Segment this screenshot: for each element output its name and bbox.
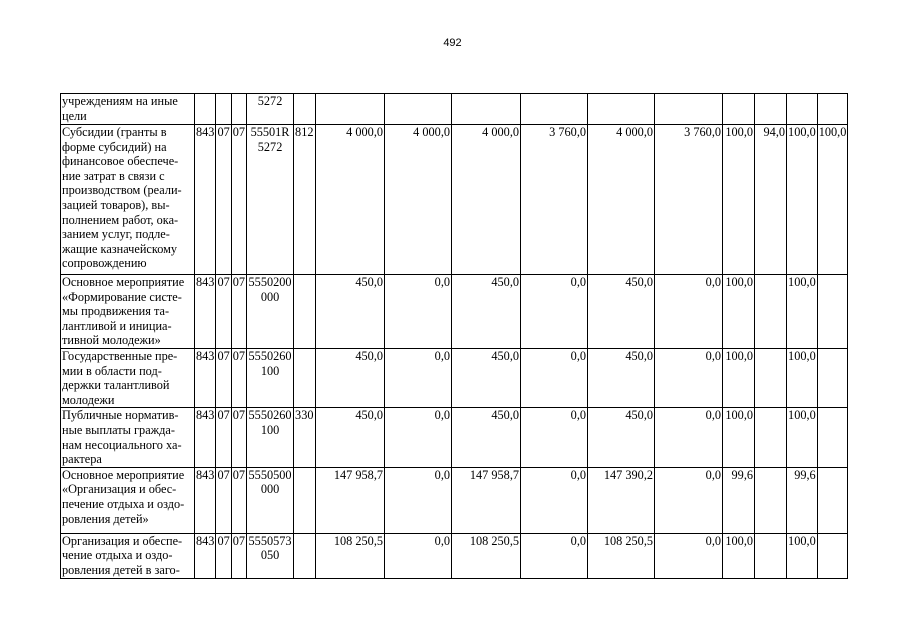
row-name-cell: учреждениям на иные цели <box>61 94 195 125</box>
executed-federal-cell: 0,0 <box>655 275 723 349</box>
adm-code-cell: 843 <box>195 533 216 578</box>
percent-refined-total-cell: 100,0 <box>787 125 818 275</box>
adm-code-cell: 843 <box>195 125 216 275</box>
executed-total-cell: 4 000,0 <box>588 125 655 275</box>
percent-refined-total-cell: 99,6 <box>787 467 818 533</box>
table-row <box>61 533 848 578</box>
row-name-cell: Публичные норматив- ные выплаты гражда- нам несоциального ха- рактера <box>61 408 195 467</box>
percent-refined-federal-cell <box>817 348 848 407</box>
executed-total-cell: 450,0 <box>588 275 655 349</box>
percent-federal-cell <box>755 408 787 467</box>
refined-total-cell: 4 000,0 <box>452 125 521 275</box>
refined-total-cell: 108 250,5 <box>452 533 521 578</box>
approved-total-cell: 450,0 <box>316 348 385 407</box>
approved-total-cell <box>316 94 385 125</box>
approved-federal-cell: 0,0 <box>385 533 452 578</box>
percent-federal-cell <box>755 94 787 125</box>
approved-federal-cell <box>385 94 452 125</box>
row-name-cell: Основное мероприятие «Формирование систе- мы продвижения та- лантливой и инициа- тивной молодежи» <box>61 275 195 349</box>
section-code-cell: 07 <box>216 467 231 533</box>
section-code-cell: 07 <box>216 408 231 467</box>
percent-federal-cell <box>755 275 787 349</box>
expense-type-cell <box>294 467 316 533</box>
adm-code-cell: 843 <box>195 408 216 467</box>
percent-refined-federal-cell <box>817 94 848 125</box>
percent-total-cell: 100,0 <box>723 125 755 275</box>
row-name-cell: Государственные пре- мии в области под- держки талантливой молодежи <box>61 348 195 407</box>
approved-federal-cell: 0,0 <box>385 275 452 349</box>
refined-federal-cell: 0,0 <box>521 348 588 407</box>
expense-type-cell <box>294 94 316 125</box>
expense-type-cell <box>294 533 316 578</box>
section-code-cell: 07 <box>216 348 231 407</box>
approved-total-cell: 147 958,7 <box>316 467 385 533</box>
percent-refined-federal-cell <box>817 467 848 533</box>
executed-federal-cell: 0,0 <box>655 533 723 578</box>
refined-total-cell: 450,0 <box>452 275 521 349</box>
refined-federal-cell: 0,0 <box>521 533 588 578</box>
percent-federal-cell: 94,0 <box>755 125 787 275</box>
refined-federal-cell: 0,0 <box>521 275 588 349</box>
percent-refined-total-cell: 100,0 <box>787 275 818 349</box>
section-code-cell <box>216 94 231 125</box>
percent-total-cell <box>723 94 755 125</box>
approved-federal-cell: 0,0 <box>385 408 452 467</box>
table-row <box>61 408 848 467</box>
approved-federal-cell: 4 000,0 <box>385 125 452 275</box>
section-code-cell: 07 <box>216 533 231 578</box>
approved-federal-cell: 0,0 <box>385 348 452 407</box>
expense-type-cell <box>294 275 316 349</box>
target-article-cell: 55501R 5272 <box>247 125 294 275</box>
executed-total-cell: 450,0 <box>588 408 655 467</box>
percent-federal-cell <box>755 467 787 533</box>
target-article-cell: 5550573 050 <box>247 533 294 578</box>
row-name-cell: Субсидии (гранты в форме субсидий) на финансовое обеспече- ние затрат в связи с производством (реали- зацией товаров), вы- полнением работ, ока- занием услуг, подле- жащие казначейскому сопровождению <box>61 125 195 275</box>
percent-refined-total-cell <box>787 94 818 125</box>
subsection-code-cell: 07 <box>231 348 246 407</box>
budget-table <box>60 93 848 579</box>
table-row <box>61 275 848 349</box>
executed-total-cell: 147 390,2 <box>588 467 655 533</box>
refined-federal-cell: 0,0 <box>521 408 588 467</box>
subsection-code-cell <box>231 94 246 125</box>
subsection-code-cell: 07 <box>231 533 246 578</box>
table-row <box>61 467 848 533</box>
executed-total-cell <box>588 94 655 125</box>
percent-total-cell: 100,0 <box>723 408 755 467</box>
row-name-cell: Основное мероприятие «Организация и обес- печение отдыха и оздо- ровления детей» <box>61 467 195 533</box>
percent-refined-total-cell: 100,0 <box>787 533 818 578</box>
refined-total-cell: 450,0 <box>452 408 521 467</box>
target-article-cell: 5550260 100 <box>247 348 294 407</box>
refined-total-cell: 147 958,7 <box>452 467 521 533</box>
approved-total-cell: 4 000,0 <box>316 125 385 275</box>
expense-type-cell <box>294 348 316 407</box>
subsection-code-cell: 07 <box>231 125 246 275</box>
page-number: 492 <box>443 37 462 49</box>
percent-refined-federal-cell <box>817 533 848 578</box>
row-name-cell: Организация и обеспе- чение отдыха и оздо- ровления детей в заго- <box>61 533 195 578</box>
executed-total-cell: 450,0 <box>588 348 655 407</box>
percent-federal-cell <box>755 348 787 407</box>
approved-total-cell: 450,0 <box>316 408 385 467</box>
adm-code-cell: 843 <box>195 467 216 533</box>
refined-federal-cell: 3 760,0 <box>521 125 588 275</box>
executed-total-cell: 108 250,5 <box>588 533 655 578</box>
adm-code-cell: 843 <box>195 275 216 349</box>
refined-total-cell <box>452 94 521 125</box>
subsection-code-cell: 07 <box>231 467 246 533</box>
table-row <box>61 348 848 407</box>
section-code-cell: 07 <box>216 125 231 275</box>
adm-code-cell: 843 <box>195 348 216 407</box>
executed-federal-cell: 3 760,0 <box>655 125 723 275</box>
percent-federal-cell <box>755 533 787 578</box>
expense-type-cell: 812 <box>294 125 316 275</box>
percent-refined-total-cell: 100,0 <box>787 348 818 407</box>
target-article-cell: 5272 <box>247 94 294 125</box>
percent-refined-federal-cell <box>817 275 848 349</box>
adm-code-cell <box>195 94 216 125</box>
percent-total-cell: 100,0 <box>723 533 755 578</box>
subsection-code-cell: 07 <box>231 275 246 349</box>
percent-refined-federal-cell: 100,0 <box>817 125 848 275</box>
percent-total-cell: 100,0 <box>723 275 755 349</box>
executed-federal-cell <box>655 94 723 125</box>
refined-federal-cell <box>521 94 588 125</box>
refined-federal-cell: 0,0 <box>521 467 588 533</box>
subsection-code-cell: 07 <box>231 408 246 467</box>
approved-total-cell: 450,0 <box>316 275 385 349</box>
target-article-cell: 5550200 000 <box>247 275 294 349</box>
percent-refined-total-cell: 100,0 <box>787 408 818 467</box>
expense-type-cell: 330 <box>294 408 316 467</box>
executed-federal-cell: 0,0 <box>655 348 723 407</box>
executed-federal-cell: 0,0 <box>655 467 723 533</box>
executed-federal-cell: 0,0 <box>655 408 723 467</box>
target-article-cell: 5550500 000 <box>247 467 294 533</box>
table-row <box>61 94 848 125</box>
section-code-cell: 07 <box>216 275 231 349</box>
approved-federal-cell: 0,0 <box>385 467 452 533</box>
percent-total-cell: 99,6 <box>723 467 755 533</box>
table-row <box>61 125 848 275</box>
approved-total-cell: 108 250,5 <box>316 533 385 578</box>
percent-total-cell: 100,0 <box>723 348 755 407</box>
target-article-cell: 5550260 100 <box>247 408 294 467</box>
refined-total-cell: 450,0 <box>452 348 521 407</box>
percent-refined-federal-cell <box>817 408 848 467</box>
